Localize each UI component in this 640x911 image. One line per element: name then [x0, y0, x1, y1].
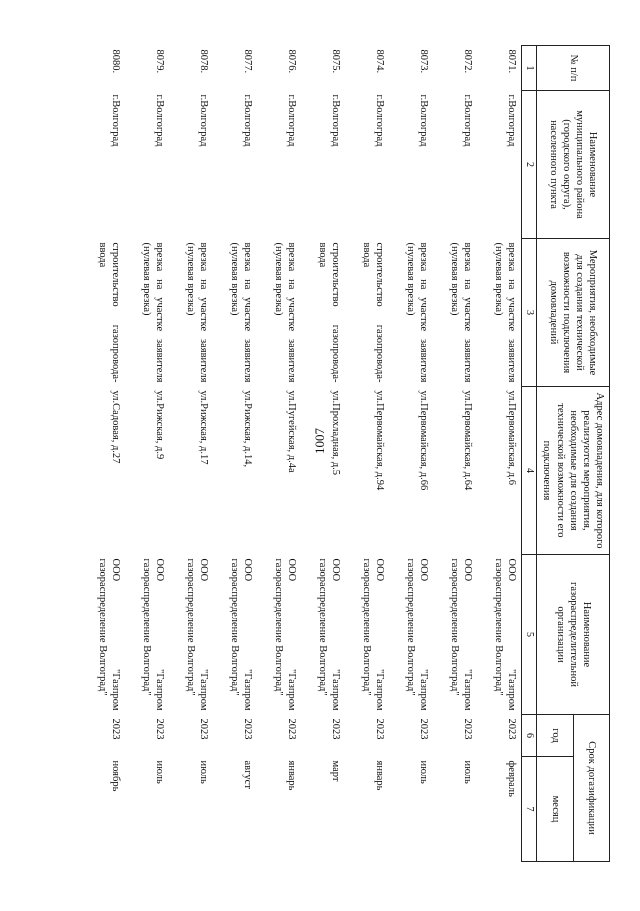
- address-cell: ул.Пугейская, д.4а: [285, 390, 297, 473]
- region-cell: г.Волгоград: [329, 94, 341, 147]
- region-cell: г.Волгоград: [417, 94, 429, 147]
- row-number: 8071.: [505, 49, 517, 74]
- month-cell: июль: [197, 760, 209, 784]
- year-cell: 2023: [109, 718, 121, 740]
- header-deadline: Срок догазификации: [573, 715, 609, 862]
- year-cell: 2023: [197, 718, 209, 740]
- column-number: 3: [521, 239, 537, 387]
- header-month: месяц: [537, 757, 573, 862]
- region-cell: г.Волгоград: [197, 94, 209, 147]
- measure-cell: врезка на участке заявителя (нулевая врезка): [184, 242, 209, 383]
- gasification-table: [81, 45, 610, 862]
- table-row: [433, 46, 477, 862]
- measure-cell: врезка на участке заявителя (нулевая врезка): [228, 242, 253, 383]
- measure-cell: врезка на участке заявителя (нулевая врезка): [140, 242, 165, 383]
- header-org: Наименование газораспределительной организации: [537, 555, 610, 715]
- table-row: [169, 46, 213, 862]
- column-number: 7: [521, 757, 537, 862]
- org-cell: ООО "Газпром газораспределение Волгоград": [404, 558, 429, 711]
- table-row: [301, 46, 345, 862]
- org-cell: ООО "Газпром газораспределение Волгоград": [360, 558, 385, 711]
- address-cell: ул.Первомайская, д.94: [373, 390, 385, 491]
- row-number: 8079.: [153, 49, 165, 74]
- measure-cell: строительство газопровода-ввода: [96, 242, 121, 383]
- row-number: 8077.: [241, 49, 253, 74]
- measure-cell: строительство газопровода-ввода: [316, 242, 341, 383]
- header-year: год: [537, 715, 573, 757]
- address-cell: ул.Первомайская, д.66: [417, 390, 429, 491]
- table-row: [81, 46, 125, 862]
- org-cell: ООО "Газпром газораспределение Волгоград": [184, 558, 209, 711]
- org-cell: ООО "Газпром газораспределение Волгоград": [316, 558, 341, 711]
- month-cell: июль: [153, 760, 165, 784]
- row-number: 8078.: [197, 49, 209, 74]
- year-cell: 2023: [373, 718, 385, 740]
- region-cell: г.Волгоград: [461, 94, 473, 147]
- measure-cell: строительство газопровода-ввода: [360, 242, 385, 383]
- table-row: [257, 46, 301, 862]
- region-cell: г.Волгоград: [109, 94, 121, 147]
- org-cell: ООО "Газпром газораспределение Волгоград": [228, 558, 253, 711]
- row-number: 8072.: [461, 49, 473, 74]
- column-number-row: [521, 46, 537, 862]
- month-cell: январь: [373, 760, 385, 791]
- row-number: 8075.: [329, 49, 341, 74]
- month-cell: июль: [417, 760, 429, 784]
- header-row: [573, 46, 609, 862]
- rotated-table-container: [88, 45, 610, 861]
- year-cell: 2023: [329, 718, 341, 740]
- column-number: 6: [521, 715, 537, 757]
- table-row: [125, 46, 169, 862]
- measure-cell: врезка на участке заявителя (нулевая врезка): [404, 242, 429, 383]
- table-row: [345, 46, 389, 862]
- org-cell: ООО "Газпром газораспределение Волгоград": [140, 558, 165, 711]
- column-number: 4: [521, 387, 537, 555]
- region-cell: г.Волгоград: [285, 94, 297, 147]
- org-cell: ООО "Газпром газораспределение Волгоград": [448, 558, 473, 711]
- year-cell: 2023: [461, 718, 473, 740]
- month-cell: август: [241, 760, 253, 789]
- region-cell: г.Волгоград: [373, 94, 385, 147]
- year-cell: 2023: [417, 718, 429, 740]
- address-cell: ул.Рижская, д.14,: [241, 390, 253, 468]
- address-cell: ул.Рижская, д.9: [153, 390, 165, 460]
- measure-cell: врезка на участке заявителя (нулевая врезка): [272, 242, 297, 383]
- row-number: 8073.: [417, 49, 429, 74]
- column-number: 1: [521, 46, 537, 91]
- table-row: [477, 46, 522, 862]
- month-cell: февраль: [505, 760, 517, 797]
- address-cell: ул.Садовая, д.27: [109, 390, 121, 464]
- address-cell: ул.Прохладная, д.5: [329, 390, 341, 476]
- header-num: № п/п: [537, 46, 610, 91]
- org-cell: ООО "Газпром газораспределение Волгоград": [96, 558, 121, 711]
- month-cell: ноябрь: [109, 760, 121, 792]
- month-cell: март: [329, 760, 341, 782]
- month-cell: июль: [461, 760, 473, 784]
- header-measures: Мероприятия, необходимые для создания технической возможности подключения домовладений: [537, 239, 610, 387]
- region-cell: г.Волгоград: [153, 94, 165, 147]
- measure-cell: врезка на участке заявителя (нулевая врезка): [492, 242, 517, 383]
- address-cell: ул.Первомайская, д.64: [461, 390, 473, 491]
- org-cell: ООО "Газпром газораспределение Волгоград": [492, 558, 517, 711]
- row-number: 8074.: [373, 49, 385, 74]
- column-number: 2: [521, 91, 537, 239]
- month-cell: январь: [285, 760, 297, 791]
- measure-cell: врезка на участке заявителя (нулевая врезка): [448, 242, 473, 383]
- header-region: Наименование муниципального района (городского округа), населенного пункта: [537, 91, 610, 239]
- org-cell: ООО "Газпром газораспределение Волгоград": [272, 558, 297, 711]
- table-row: [389, 46, 433, 862]
- page-number: 1007: [312, 428, 327, 454]
- header-address: Адрес домовладения, для которого реализуются мероприятия, необходимые для создания технической возможности его подключения: [537, 387, 610, 555]
- address-cell: ул.Первомайская, д.6: [505, 390, 517, 485]
- year-cell: 2023: [241, 718, 253, 740]
- region-cell: г.Волгоград: [505, 94, 517, 147]
- region-cell: г.Волгоград: [241, 94, 253, 147]
- row-number: 8080.: [109, 49, 121, 74]
- row-number: 8076.: [285, 49, 297, 74]
- table-row: [213, 46, 257, 862]
- column-number: 5: [521, 555, 537, 715]
- year-cell: 2023: [505, 718, 517, 740]
- year-cell: 2023: [153, 718, 165, 740]
- address-cell: ул.Рижская, д.17: [197, 390, 209, 465]
- year-cell: 2023: [285, 718, 297, 740]
